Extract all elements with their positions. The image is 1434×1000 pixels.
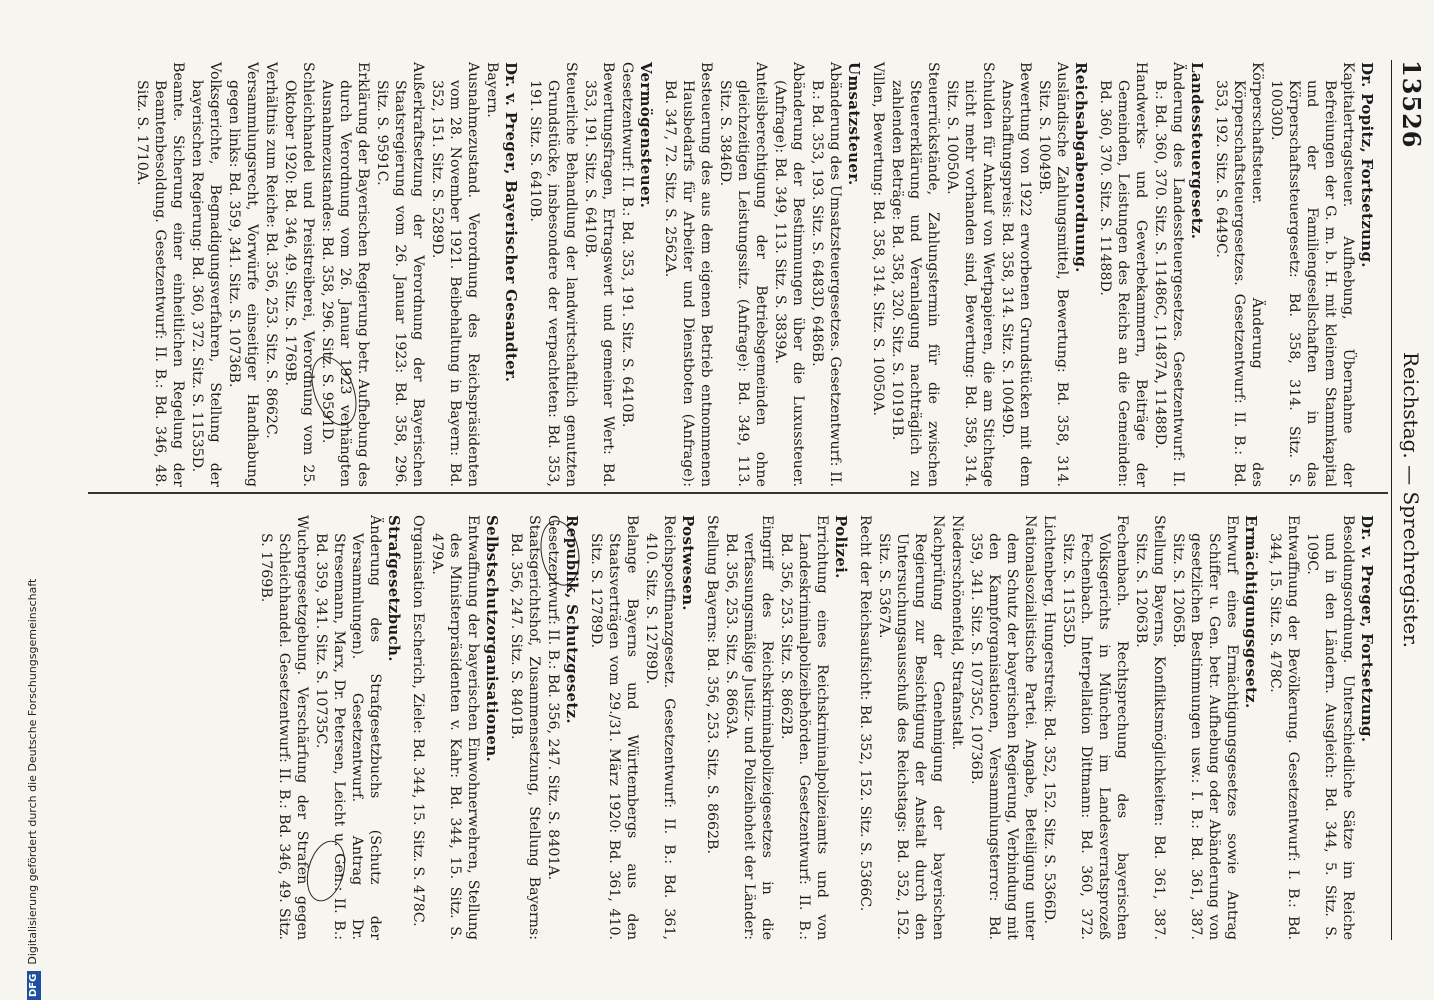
digitization-note: Digitalisierung gefördert durch die Deutsche Forschungsgemeinschaft (26, 578, 39, 965)
register-entry: Besteuerung des aus dem eigenen Betrieb entnommenen Hausbedarfs für Arbeiter und Dienstboten (Anfrage): Bd. 347, 72. Sitz. S. 2562A. (662, 62, 714, 487)
register-entry: Fechenbach. Rechtsprechung des bayerischen Volksgerichts in München im Landesverratsprozeß Fechenbach. Interpellation Dittmann: Bd. 360, 372. Sitz. S. 11535D. (1060, 515, 1130, 940)
right-column (256, 515, 1382, 940)
running-title: Reichstag. — Sprechregister. (1399, 352, 1423, 648)
register-heading: Ermächtigungsgesetz. (1242, 515, 1260, 709)
register-entry: Schulden für Ankauf von Wertpapieren, die am Stichtage nicht mehr vorhanden sind, Bewertung: Bd. 358, 314. Sitz. S. 10050A. (944, 62, 996, 487)
register-entry: Gesetzentwurf: II. B.: Bd. 353, 191. Sitz. S. 6410B. (619, 62, 635, 428)
register-heading: Reichsabgabenordnung. (1072, 62, 1090, 273)
register-entry: Versammlungsrecht, Vorwürfe einseitiger Handhabung gegen links: Bd. 359, 341. Sitz. S. 10736B. (226, 62, 260, 487)
register-entry: Bewertungsfragen, Ertragswert und gemeiner Wert: Bd. 353, 191. Sitz. S. 6410B. (582, 62, 616, 487)
register-entry: Belange Bayerns und Württembergs aus den Staatsverträgen vom 29./31. März 1920: Bd. 361, 410. Sitz. S. 12789D. (588, 515, 640, 940)
register-heading: Dr. Popitz, Fortsetzung. (1358, 62, 1376, 268)
register-entry: Schleichhandel und Preistreiberei, Verordnung vom 25. Oktober 1920: Bd. 346, 49. Sitz. S. 1769B. (282, 62, 316, 487)
register-entry: Änderung des Landessteuergesetzes. Gesetzentwurf: II. B.: Bd. 360, 370. Sitz. S. 11486C, 11487A, 11488D. (1152, 62, 1186, 487)
page-number: 13526 (1397, 60, 1426, 149)
register-entry: Steuerrückstände, Zahlungstermin für die zwischen Steuererklärung und Veranlagung nachträglich zu zahlenden Beträge: Bd. 358, 320. Sitz. S. 10191B. (889, 62, 941, 487)
register-entry: Steuerliche Behandlung der landwirtschaftlich genutzten Grundstücke, insbesondere der verpachteten: Bd. 353, 191. Sitz. S. 6410B. (527, 62, 579, 487)
register-entry: Gesetzentwurf: II. B.: Bd. 356, 247. Sitz. S. 8401A. (545, 515, 561, 881)
register-entry: Außerkraftsetzung der Verordnung der Bayerischen Staatsregierung vom 26. Januar 1923: Bd. 358, 296. Sitz. S. 9591C. (374, 62, 426, 487)
register-heading: Polizei. (832, 515, 850, 579)
register-heading: Postwesen. (679, 515, 697, 611)
register-entry: Nationalsozialistische Partei. Angabe, Beteiligung unter dem Schutz der bayerischen Regierung, Verbindung mit den Kampforganisationen, Versammlungsterror: Bd. 359, 341. Sitz. S. 10735C, 10736B. (968, 515, 1038, 940)
register-entry: Kapitalertragsteuer. Aufhebung, Übernahme der Befreiungen der G. m. b. H. mit kleinem Stammkapital und der Familiengesellschaften in das Körperschaftssteuergesetz: Bd. 358, 314. Sitz. S. 10030D. (1268, 62, 1356, 487)
register-entry: Verhältnis zum Reiche: Bd. 356, 253. Sitz. S. 8662C. (263, 62, 279, 439)
register-entry: Ausnahmezustand. Verordnung des Reichspräsidenten vom 28. November 1921. Beibehaltung in Bayern: Bd. 352, 151. Sitz. S. 5289D. (429, 62, 481, 487)
register-entry: Staatsgerichtshof, Zusammensetzung, Stellung Bayerns: Bd. 356, 247. Sitz. S. 8401B. (508, 515, 542, 940)
register-entry: Erklärung der Bayerischen Regierung betr. Aufhebung des durch Verordnung vom 26. Januar 1923 verhängten Ausnahmezustandes: Bd. 358, 296. Sitz. S. 9591D. (319, 62, 371, 487)
register-entry: Nachprüfung der Genehmigung der bayerischen Regierung zur Besichtigung der Anstalt durch den Untersuchungsausschuß des Reichstags: Bd. 352, 152. Sitz. S. 5367A. (876, 515, 946, 940)
register-entry: Errichtung eines Reichskriminalpolizeiamts und von Landeskriminalpolizeibehörden. Gesetzentwurf: II. B.: Bd. 356, 253. Sitz. S. 8662B. (778, 515, 830, 940)
register-entry: Organisation Escherich, Ziele: Bd. 344, 15. Sitz. S. 478C. (410, 515, 426, 927)
register-entry: Abänderung des Umsatzsteuergesetzes. Gesetzentwurf: II. B.: Bd. 353, 193. Sitz. S. 6483D, 6486B. (809, 62, 843, 487)
register-entry: Entwurf eines Ermächtigungsgesetzes sowie Antrag Schiffer u. Gen. betr. Aufhebung oder Abänderung von gesetzlichen Bestimmungen usw.: I. B.: Bd. 361, 387. Sitz. S. 12065B. (1170, 515, 1240, 940)
register-entry: Entwaffnung der bayerischen Einwohnerwehren, Stellung des Ministerpräsidenten v. Kahr: Bd. 344, 15. Sitz. S. 479A. (429, 515, 481, 940)
register-entry: Stellung Bayerns: Bd. 356, 253. Sitz. S. 8662B. (704, 515, 720, 854)
register-heading: Republik, Schutzgesetz. (563, 515, 581, 724)
register-heading: Dr. v. Preger, Fortsetzung. (1358, 515, 1376, 743)
column-divider (88, 492, 1388, 494)
register-heading: Strafgesetzbuch. (385, 515, 403, 662)
register-entry: Eingriff des Reichskriminalpolizeigesetzes in die verfassungsmäßige Justiz- und Polizeihoheit der Länder: Bd. 356, 253. Sitz. S. 8663A. (723, 515, 775, 940)
register-entry: Entwaffnung der Bevölkerung. Gesetzentwurf: I. B.: Bd. 344, 15. Sitz. S. 478C. (1267, 515, 1301, 940)
register-entry: Ausländische Zahlungsmittel, Bewertung: Bd. 358, 314. Sitz. S. 10049B. (1036, 62, 1070, 487)
register-entry: Bewertung von 1922 erworbenen Grundstücken mit dem Anschaffungspreis: Bd. 358, 314. Sitz. S. 10049D. (999, 62, 1033, 487)
register-heading: Vermögensteuer. (637, 62, 655, 209)
register-entry: Lichtenberg, Hungerstreik: Bd. 352, 152. Sitz. S. 5366D. (1041, 515, 1057, 925)
register-entry: Handwerks- und Gewerbekammern, Beiträge der Gemeinden, Leistungen des Reichs an die Gemeinden: Bd. 360, 370. Sitz. S. 11488D. (1097, 62, 1149, 487)
register-entry: Villen, Bewertung: Bd. 358, 314. Sitz. S. 10050A. (870, 62, 886, 416)
register-entry: Änderung des Strafgesetzbuchs (Schutz der Versammlungen). Gesetzentwurf. Antrag Dr. Stresemann, Marx, Dr. Petersen, Leicht u. Gen.: II. B.: Bd. 359, 341. Sitz. S. 10735C. (313, 515, 383, 940)
register-heading: Dr. v. Preger, Bayerischer Gesandter. (502, 62, 520, 383)
register-entry: Bayern. (484, 62, 500, 118)
register-entry: Stellung Bayerns, Konfliktsmöglichkeiten: Bd. 361, 387. Sitz. S. 12063B. (1133, 515, 1167, 940)
left-column (132, 62, 1382, 487)
register-entry: Beamte. Sicherung einer einheitlichen Regelung der Beamtenbesoldung. Gesetzentwurf: II. B.: Bd. 346, 48. Sitz. S. 1710A. (134, 62, 186, 487)
register-entry: Anteilsberechtigung der Betriebsgemeinden ohne gleichzeitigen Leistungssitz. (Anfrage): Bd. 349, 113. Sitz. S. 3846D. (717, 62, 769, 487)
register-entry: Niederschönenfeld, Strafanstalt. (949, 515, 965, 751)
digitization-credit (22, 0, 44, 1000)
register-heading: Landessteuergesetz. (1188, 62, 1206, 240)
dfg-logo: DFG (27, 971, 41, 1000)
register-entry: Besoldungsordnung. Unterschiedliche Sätze im Reiche und in den Ländern. Ausgleich: Bd. 344, 5. Sitz. S. 109C. (1304, 515, 1356, 940)
register-heading: Selbstschutzorganisationen. (483, 515, 501, 762)
register-entry: Reichspostfinanzgesetz. Gesetzentwurf: II. B.: Bd. 361, 410. Sitz. S. 12789D. (643, 515, 677, 940)
page-header (1391, 60, 1432, 940)
register-entry: Volksgerichte, Begnadigungsverfahren, Stellung der bayerischen Regierung: Bd. 360, 372. Sitz. S. 11535D. (189, 62, 223, 487)
register-entry: Abänderung der Bestimmungen über die Luxussteuer. (Anfrage): Bd. 349, 113. Sitz. S. 3839A. (772, 62, 806, 487)
register-entry: Wuchergesetzgebung. Verschärfung der Strafen gegen Schleichhandel. Gesetzentwurf: II. B.: Bd. 346, 49. Sitz. S. 1769B. (258, 515, 310, 940)
register-entry: Körperschaftsteuer. Änderung des Körperschaftsteuergesetzes. Gesetzentwurf: II. B.: Bd. 353, 192. Sitz. S. 6449C. (1213, 62, 1265, 487)
register-entry: Recht der Reichsaufsicht: Bd. 352, 152. Sitz. S. 5366C. (857, 515, 873, 912)
register-heading: Umsatzsteuer. (845, 62, 863, 186)
